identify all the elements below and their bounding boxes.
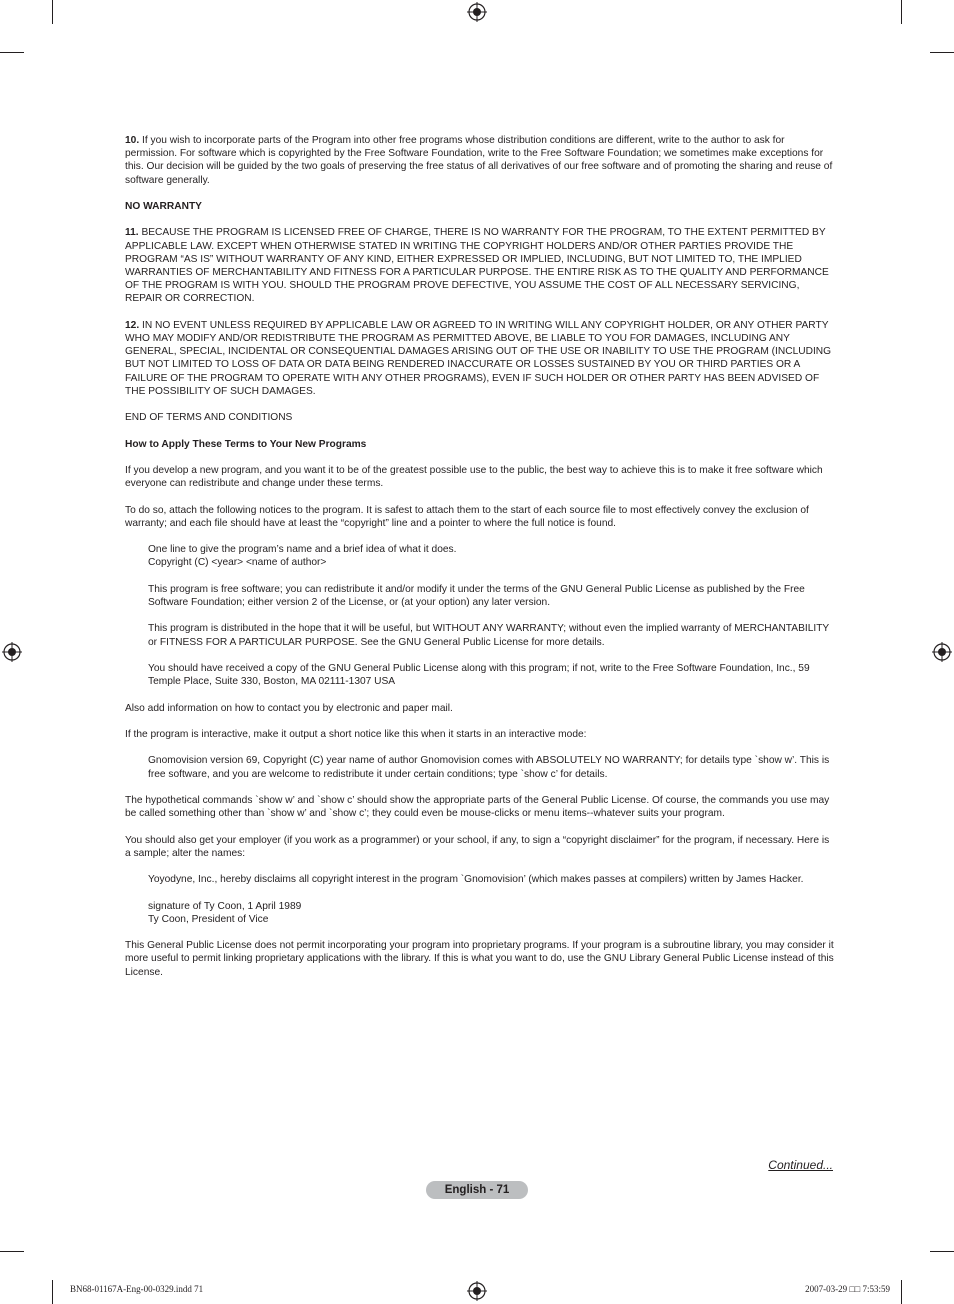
crop-mark — [52, 0, 53, 24]
paragraph — [125, 622, 835, 648]
paragraph-text: You should have received a copy of the GNU General Public License along with this program; if not, write to the Free Software Foundation, Inc., 59 Temple Place, Suite 330, Boston, MA 02111-1307 USA — [148, 662, 810, 688]
paragraph — [125, 411, 835, 424]
paragraph-line: signature of Ty Coon, 1 April 1989 — [148, 900, 302, 912]
paragraph-text: The hypothetical commands `show w’ and `show c’ should show the appropriate parts of the General Public License. Of course, the commands you use may be called something other than `show w’ and `show c’; they could even be mouse-clicks or menu items--whatever suits your program. — [125, 794, 830, 820]
paragraph-text: BECAUSE THE PROGRAM IS LICENSED FREE OF CHARGE, THERE IS NO WARRANTY FOR THE PROGRAM, TO THE EXTENT PERMITTED BY APPLICABLE LAW. EXCEPT WHEN OTHERWISE STATED IN WRITING THE COPYRIGHT HOLDERS AND/OR OTHER PARTIES PROVIDE THE PROGRAM “AS IS” WITHOUT WARRANTY OF ANY KIND, EITHER EXPRESSED OR IMPLIED, INCLUDING, BUT NOT LIMITED TO, THE IMPLIED WARRANTIES OF MERCHANTABILITY AND FITNESS FOR A PARTICULAR PURPOSE. THE ENTIRE RISK AS TO THE QUALITY AND PERFORMANCE OF THE PROGRAM IS WITH YOU. SHOULD THE PROGRAM PROVE DEFECTIVE, YOU ASSUME THE COST OF ALL NECESSARY SERVICING, REPAIR OR CORRECTION. — [125, 227, 829, 305]
registration-mark-icon — [467, 1281, 487, 1301]
paragraph — [125, 464, 835, 490]
paragraph-text: To do so, attach the following notices to the program. It is safest to attach them to the start of each source file to most effectively convey the exclusion of warranty; and each file should have at least the “copyright” line and a pointer to where the full notice is found. — [125, 504, 809, 529]
paragraph-text: Gnomovision version 69, Copyright (C) year name of author Gnomovision comes with ABSOLUTELY NO WARRANTY; for details type `show w’. This is free software, and you are welcome to redistribute it under certain conditions; type `show c’ for details. — [148, 755, 830, 780]
section-heading: NO WARRANTY — [125, 201, 202, 212]
paragraph — [125, 504, 835, 530]
crop-mark — [0, 52, 24, 53]
paragraph-line: One line to give the program’s name and a brief idea of what it does. — [148, 544, 457, 556]
crop-mark — [901, 1280, 902, 1304]
clause-number: 10. — [125, 135, 140, 146]
paragraph-text: END OF TERMS AND CONDITIONS — [125, 412, 293, 424]
paragraph-text: This General Public License does not permit incorporating your program into proprietary programs. If your program is a subroutine library, you may consider it more useful to permit linking proprietary applications with the library. If this is what you want to do, use the GNU Library General Public License instead of this License. — [125, 940, 834, 978]
paragraph-text: IN NO EVENT UNLESS REQUIRED BY APPLICABLE LAW OR AGREED TO IN WRITING WILL ANY COPYRIGHT HOLDER, OR ANY OTHER PARTY WHO MAY MODIFY AND/OR REDISTRIBUTE THE PROGRAM AS PERMITTED ABOVE, BE LIABLE TO YOU FOR DAMAGES, INCLUDING ANY GENERAL, SPECIAL, INCIDENTAL OR CONSEQUENTIAL DAMAGES ARISING OUT OF THE USE OR INABILITY TO USE THE PROGRAM (INCLUDING BUT NOT LIMITED TO LOSS OF DATA OR DATA BEING RENDERED INACCURATE OR LOSSES SUSTAINED BY YOU OR THIRD PARTIES OR A FAILURE OF THE PROGRAM TO OPERATE WITH ANY OTHER PROGRAMS), EVEN IF SUCH HOLDER OR OTHER PARTY HAS BEEN ADVISED OF THE POSSIBILITY OF SUCH DAMAGES. — [125, 319, 832, 397]
paragraph — [125, 900, 835, 926]
paragraph — [125, 794, 835, 820]
crop-mark — [52, 1280, 53, 1304]
continued-link[interactable]: Continued... — [768, 1158, 833, 1172]
paragraph — [125, 939, 835, 979]
paragraph — [125, 728, 835, 741]
paragraph — [125, 754, 835, 780]
paragraph — [125, 226, 835, 305]
paragraph-line: Ty Coon, President of Vice — [148, 913, 269, 925]
footer-file: BN68-01167A-Eng-00-0329.indd 71 — [70, 1284, 204, 1294]
paragraph — [125, 702, 835, 715]
paragraph — [125, 834, 835, 860]
license-body — [125, 134, 835, 992]
clause-number: 12. — [125, 319, 140, 331]
paragraph-text: This program is free software; you can redistribute it and/or modify it under the terms of the GNU General Public License as published by the Free Software Foundation; either version 2 of the License, or (at your option) any later version. — [148, 583, 805, 608]
paragraph — [125, 134, 835, 187]
paragraph — [125, 583, 835, 609]
paragraph-text: You should also get your employer (if you work as a programmer) or your school, if any, to sign a “copyright disclaimer” for the program, if necessary. Here is a sample; alter the names: — [125, 834, 830, 859]
page-number-badge: English - 71 — [426, 1181, 528, 1199]
crop-mark — [930, 1251, 954, 1252]
paragraph-text: If you wish to incorporate parts of the Program into other free programs whose distribution conditions are different, write to the author to ask for permission. For software which is copyrighted by the Free Software Foundation, write to the Free Software Foundation; we sometimes make exceptions for this. Our decision will be guided by the two goals of preserving the free status of all derivatives of our free software and of promoting the sharing and reuse of software generally. — [125, 135, 833, 186]
paragraph-text: If the program is interactive, make it output a short notice like this when it starts in an interactive mode: — [125, 728, 587, 740]
paragraph-line: Copyright (C) <year> <name of author> — [148, 557, 327, 569]
registration-mark-icon — [2, 642, 22, 662]
crop-mark — [901, 0, 902, 24]
crop-mark — [0, 1251, 24, 1252]
clause-number: 11. — [125, 227, 139, 239]
paragraph-text: This program is distributed in the hope that it will be useful, but WITHOUT ANY WARRANTY; without even the implied warranty of MERCHANTABILITY or FITNESS FOR A PARTICULAR PURPOSE. See the GNU General Public License for more details. — [148, 623, 830, 648]
paragraph — [125, 662, 835, 688]
paragraph-text: If you develop a new program, and you want it to be of the greatest possible use to the public, the best way to achieve this is to make it free software which everyone can redistribute and change under these terms. — [125, 464, 823, 490]
crop-mark — [930, 52, 954, 53]
paragraph — [125, 319, 835, 398]
paragraph — [125, 543, 835, 569]
footer-timestamp: 2007-03-29 □□ 7:53:59 — [805, 1284, 890, 1294]
paragraph-text: Also add information on how to contact you by electronic and paper mail. — [125, 702, 453, 714]
registration-mark-icon — [932, 642, 952, 662]
paragraph — [125, 873, 835, 886]
registration-mark-icon — [467, 2, 487, 22]
paragraph-text: Yoyodyne, Inc., hereby disclaims all copyright interest in the program `Gnomovision’ (which makes passes at compilers) written by James Hacker. — [148, 874, 804, 886]
section-heading: How to Apply These Terms to Your New Programs — [125, 438, 367, 450]
